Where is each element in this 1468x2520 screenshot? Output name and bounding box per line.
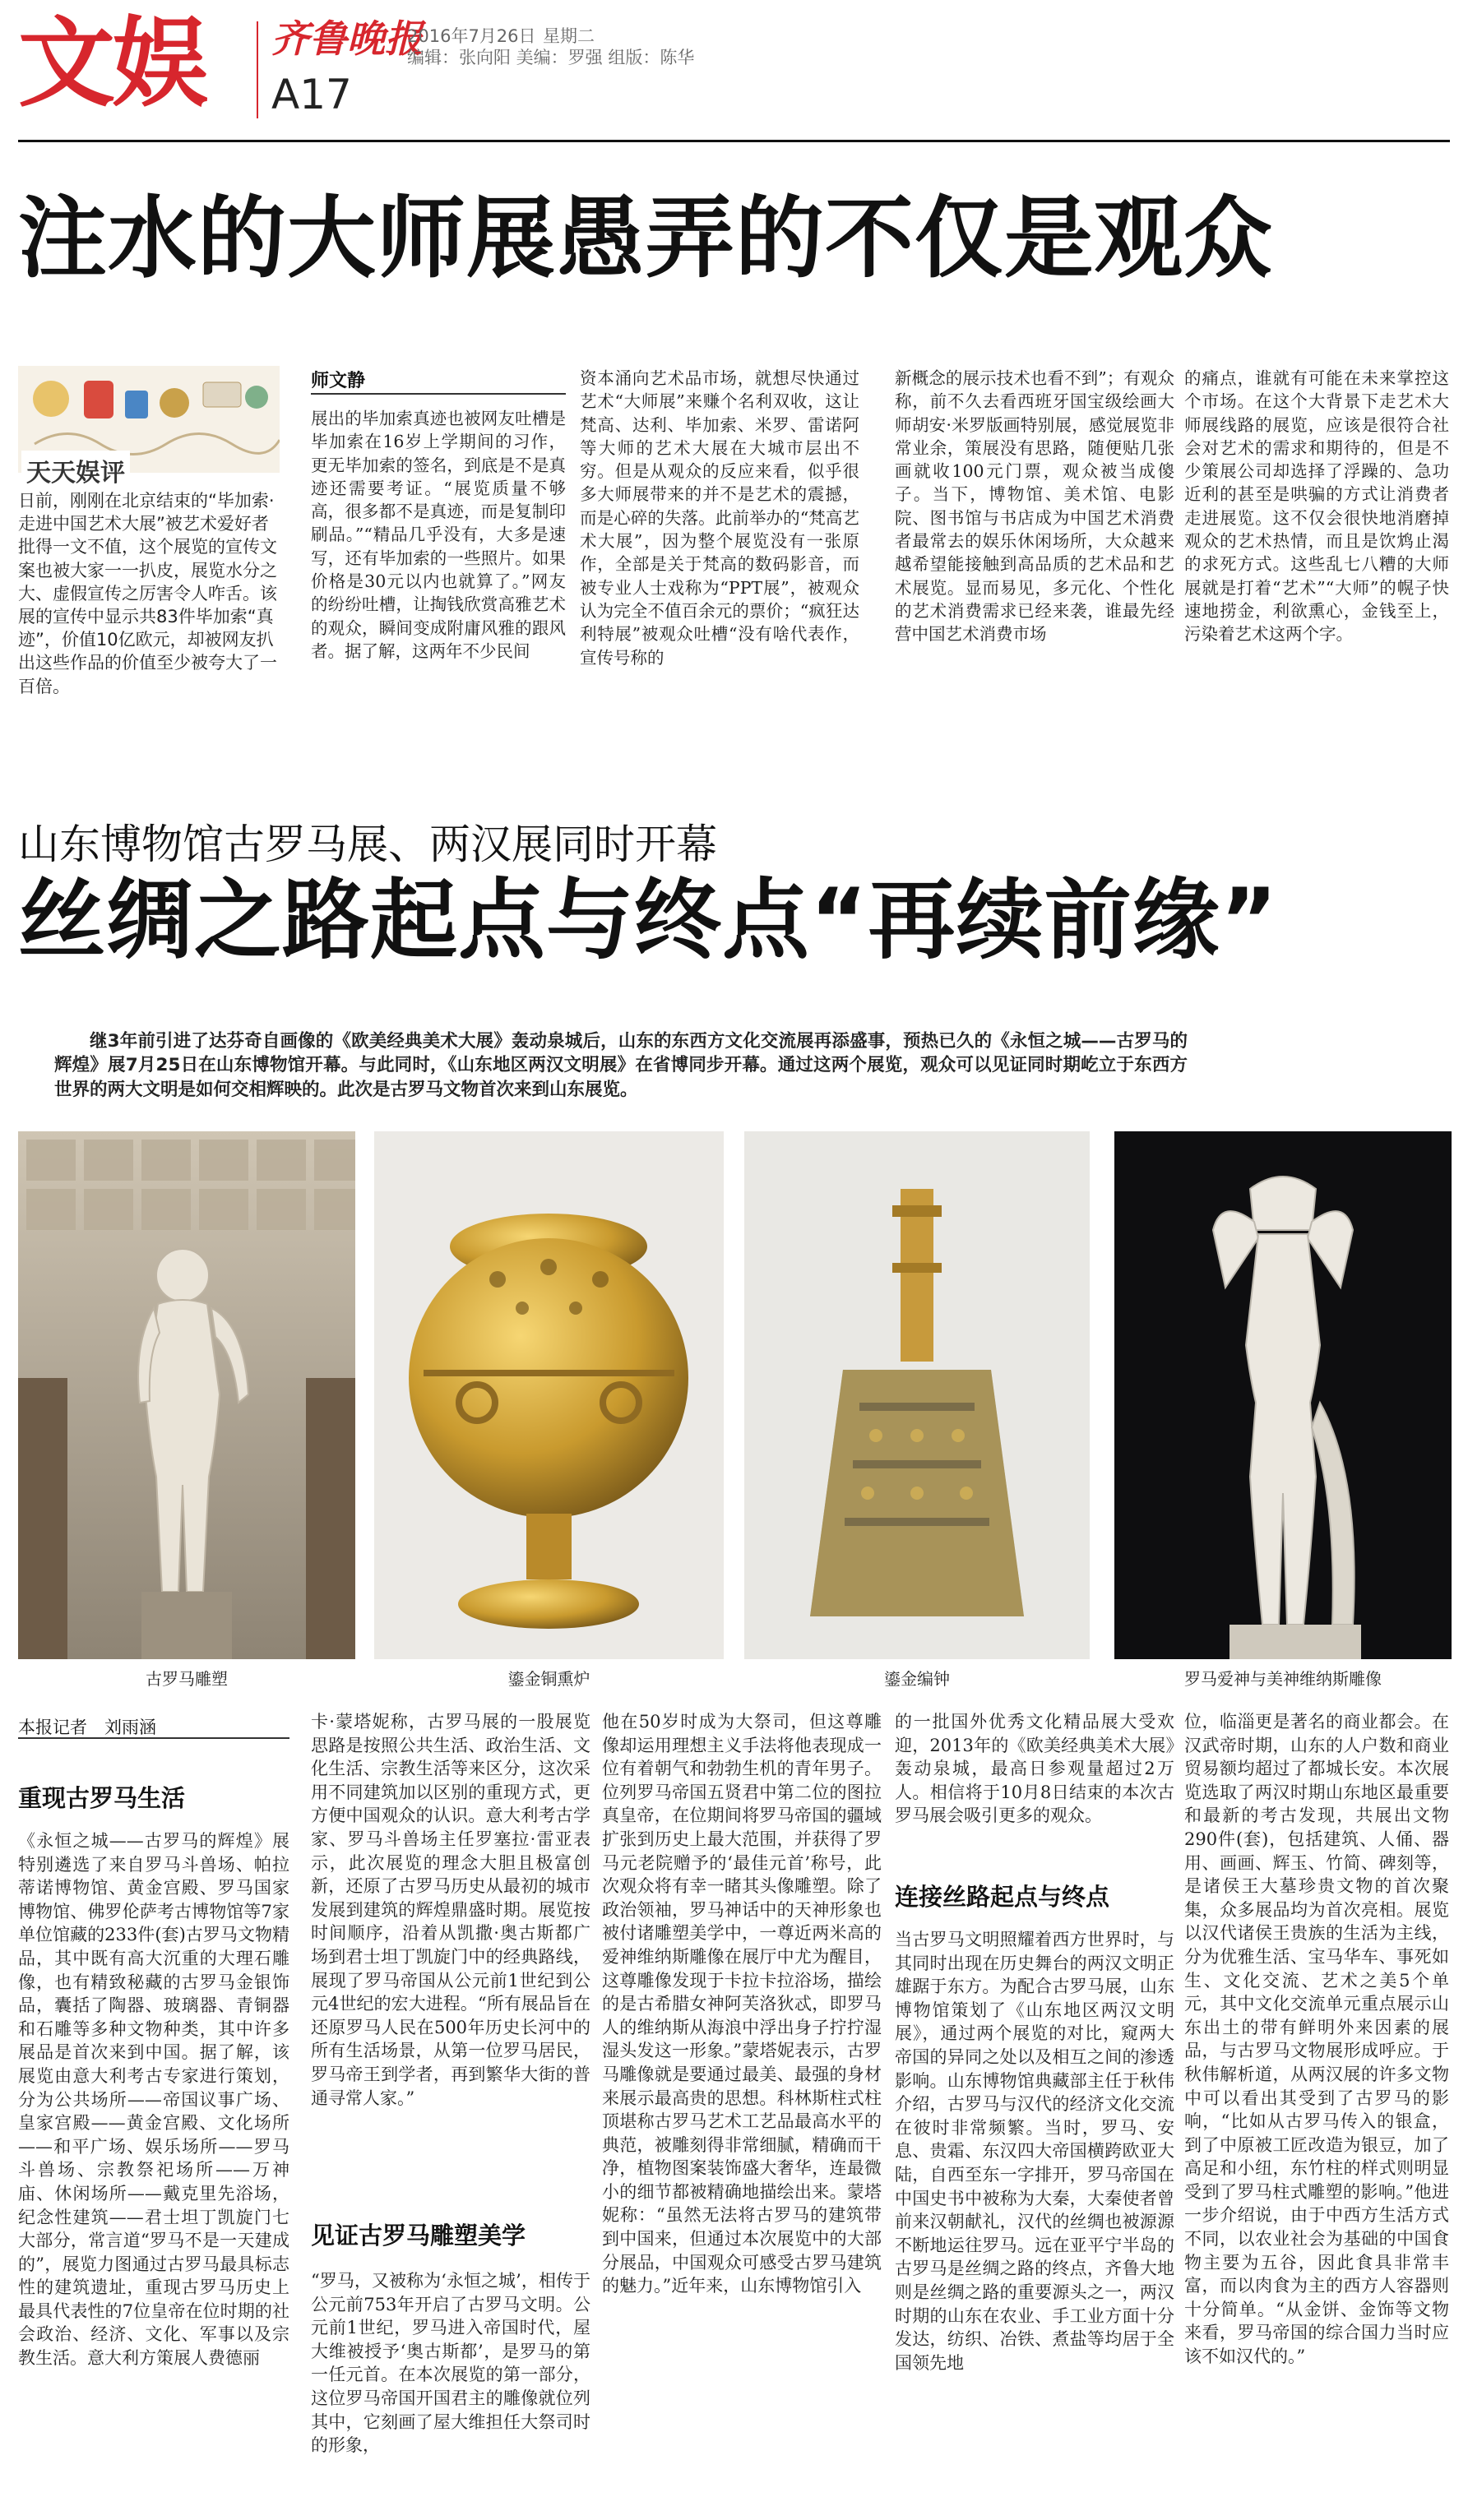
column-author: 师文静 bbox=[311, 371, 366, 391]
column-summary: 日前，刚刚在北京结束的“毕加索·走进中国艺术大展”被艺术爱好者批得一文不值，这个展览的宣传文案也被大家一一扒皮，展览水分之大、虚假宣传之厉害令人咋舌。该展的宣传中显示共83件毕加索“真迹”，价值10亿欧元，却被网友扒出这些作品的价值至少被夸大了一百倍。 bbox=[18, 491, 277, 696]
article-column-3: 他在50岁时成为大祭司，但这尊雕像却运用理想主义手法将他表现成一位有着朝气和勃勃生机的青年男子。位列罗马帝国五贤君中第二位的图拉真皇帝，在位期间将罗马帝国的疆域扩张到历史上最大范围，并获得了罗马元老院赠予的‘最佳元首’称号，此次观众将有幸一睹其头像雕塑。除了政治领袖，罗马神话中的天神形象也被付诸雕塑美学中，一尊近两米高的爱神维纳斯雕像在展厅中尤为醒目，这尊雕像发现于卡拉卡拉浴场，描绘的是古希腊女神阿芙洛狄忒，即罗马人的维纳斯从海浪中浮出身子拧拧湿湿头发这一形象。”蒙塔妮表示，古罗马雕像就是要通过最美、最强的身材来展示最高贵的思想。科林斯柱式柱顶堪称古罗马艺术工艺品最高水平的典范，被雕刻得非常细腻，精确而干净，植物图案装饰盛大奢华，连最微小的细节都被精确地描绘出来。蒙塔妮称：“虽然无法将古罗马的建筑带到中国来，但通过本次展览中的大部分展品，中国观众可感受古罗马建筑的魅力。”近年来，山东博物馆引入 bbox=[602, 1712, 882, 2296]
editor-credits: 编辑：张向阳 美编：罗强 组版：陈华 bbox=[407, 48, 695, 67]
photo-caption: 罗马爱神与美神维纳斯雕像 bbox=[1184, 1669, 1382, 1689]
photo-gilt-chime-bell bbox=[744, 1131, 1090, 1659]
section-subhead: 重现古罗马生活 bbox=[18, 1784, 186, 1812]
column-body-1: 展出的毕加索真迹也被网友吐槽是毕加索在16岁上学期间的习作，更无毕加索的签名，到底是不是真迹还需要考证。“展览质量不够高，很多都不是真迹，而是复制印刷品。”“精品几乎没有，大多是速写，还有毕加索的一些照片。如果价格是30元以内也就算了。”网友的纷纷吐槽，让掏钱欣赏高雅艺术的观众，瞬间变成附庸风雅的跟风者。据了解，这两年不少民间 bbox=[311, 409, 566, 661]
author-underline bbox=[311, 393, 566, 395]
newspaper-name: 齐鲁晚报 bbox=[271, 16, 423, 61]
article-column-2a: 卡·蒙塔妮称，古罗马展的一股展览思路是按照公共生活、政治生活、文化生活、宗教生活等来区分，这次采用不同建筑加以区别的重现方式，更方便中国观众的认识。意大利考古学家、罗马斗兽场主任罗塞拉·雷亚表示，此次展览的理念大胆且极富创新，还原了古罗马历史从最初的城市发展到建筑的辉煌鼎盛时期。展览按时间顺序，沿着从凯撒·奥古斯都广场到君士坦丁凯旋门中的经典路线，展现了罗马帝国从公元前1世纪到公元4世纪的宏大进程。“所有展品旨在还原罗马人民在500年历史长河中的所有生活场景，从第一位罗马居民，罗马帝王到学者，再到繁华大街的普通寻常人家。” bbox=[311, 1712, 590, 2108]
issue-date: 2016年7月26日 bbox=[407, 26, 536, 46]
venus-statue-image-icon bbox=[1114, 1131, 1452, 1659]
masthead-divider bbox=[257, 21, 258, 118]
article-column-5: 位，临淄更是著名的商业都会。在汉武帝时期，山东的人户数和商业贸易额均超过了都城长安。本次展览选取了两汉时期山东地区最重要和最新的考古发现，共展出文物290件(套)，包括建筑、人俑、器用、画画、辉玉、竹简、碑刻等，是诸侯王大墓珍贵文物的首次聚集，众多展品均为首次亮相。展览以汉代诸侯王贵族的生活为主线，分为优雅生活、宝马华车、事死如生、文化交流、艺术之美5个单元，其中文化交流单元重点展示山东出土的带有鲜明外来因素的展品，与古罗马文物展形成呼应。于秋伟解析道，从两汉展的许多文物中可以看出其受到了古罗马的影响，“比如从古罗马传入的银盒，到了中原被工匠改造为银豆，加了高足和小纽，东竹柱的样式则明显受到了罗马柱式雕塑的影响。”他进一步介绍说，由于中西方生活方式不同，以农业社会为基础的中国食物主要为五谷，因此食具非常丰富，而以肉食为主的西方人容器则十分简单。“从金饼、金饰等文物来看，罗马帝国的综合国力当时应该不如汉代的。” bbox=[1184, 1712, 1449, 2367]
section-subhead: 连接丝路起点与终点 bbox=[895, 1883, 1110, 1911]
column-body-2: 资本涌向艺术品市场，就想尽快通过艺术“大师展”来赚个名利双收，这让梵高、达利、毕加索、米罗、雷诺阿等大师的艺术大展在大城市层出不穷。但是从观众的反应来看，似乎很多大师展带来的并不是艺术的震撼，而是心碎的失落。此前举办的“梵高艺术大展”，因为整个展览没有一张原作，全部是关于梵高的数码影音，而被专业人士戏称为“PPT展”，被观众认为完全不值百余元的票价；“疯狂达利特展”被观众吐槽“没有啥代表作，宣传号称的 bbox=[580, 368, 859, 668]
byline: 本报记者 刘雨涵 bbox=[18, 1718, 156, 1737]
bronze-bell-image-icon bbox=[744, 1131, 1090, 1659]
section-name: 文娱 bbox=[18, 6, 206, 120]
issue-weekday: 星期二 bbox=[543, 26, 595, 46]
photo-caption: 鎏金编钟 bbox=[884, 1669, 950, 1689]
article-column-1: 《永恒之城——古罗马的辉煌》展特别遴选了来自罗马斗兽场、帕拉蒂诺博物馆、黄金宫殿、罗马国家博物馆、佛罗伦萨考古博物馆等7家单位馆藏的233件(套)古罗马文物精品，其中既有高大沉重的大理石雕像，也有精致秘藏的古罗马金银饰品，囊括了陶器、玻璃器、青铜器和石雕等多种文物种类，其中许多展品是首次来到中国。据了解，该展览由意大利考古专家进行策划，分为公共场所——帝国议事广场、皇家宫殿——黄金宫殿、文化场所——和平广场、娱乐场所——罗马斗兽场、宗教祭祀场所——万神庙、休闲场所——戴克里先浴场，纪念性建筑——君士坦丁凯旋门七大部分，常言道“罗马不是一天建成的”，展览力图通过古罗马最具标志性的建筑遗址，重现古罗马历史上最具代表性的7位皇帝在位时期的社会政治、经济、文化、军事以及宗教生活。意大利方策展人费德丽 bbox=[18, 1831, 289, 2369]
article-column-4a: 的一批国外优秀文化精品展大受欢迎，2013年的《欧美经典美术大展》轰动泉城，最高日参观量超过2万人。相信将于10月8日结束的本次古罗马展会吸引更多的观众。 bbox=[895, 1712, 1174, 1826]
column-body-4: 的痛点，谁就有可能在未来掌控这个市场。在这个大背景下走艺术大师展线路的展览，应该是很符合社会对艺术的需求和期待的，但是不少策展公司却选择了浮躁的、急功近利的甚至是哄骗的方式让消费者走进展览。这不仅会很快地消磨掉观众的艺术热情，而且是饮鸩止渴的求死方式。这些乱七八糟的大师展就是打着“艺术”“大师”的幌子快速地捞金，利欲熏心，金钱至上，污染着艺术这两个字。 bbox=[1184, 368, 1449, 645]
column-body-3: 新概念的展示技术也看不到”；有观众称，前不久去看西班牙国宝级绘画大师胡安·米罗版画特别展，感觉展览非常业余，策展没有思路，随便贴几张画就收100元门票，观众被当成傻子。当下，博物馆、美术馆、电影院、图书馆与书店成为中国艺术消费者最常去的娱乐休闲场所，大众越来越希望能接触到高品质的艺术品和艺术展览。显而易见，多元化、个性化的艺术消费需求已经来袭，谁最先经营中国艺术消费市场 bbox=[895, 368, 1174, 645]
page-number: A17 bbox=[271, 71, 352, 118]
lead-paragraph: 继3年前引进了达芬奇自画像的《欧美经典美术大展》轰动泉城后，山东的东西方文化交流展再添盛事，预热已久的《永恒之城——古罗马的辉煌》展7月25日在山东博物馆开幕。与此同时，《山东地区两汉文明展》在省博同步开幕。通过这两个展览，观众可以见证同时期屹立于东西方世界的两大文明是如何交相辉映的。此次是古罗马文物首次来到山东展览。 bbox=[54, 1031, 1188, 1100]
headline-2: 丝绸之路起点与终点“再续前缘” bbox=[18, 870, 1279, 971]
subheadline-2: 山东博物馆古罗马展、两汉展同时开幕 bbox=[18, 821, 717, 868]
byline-rule bbox=[18, 1737, 289, 1739]
photo-roman-sculpture bbox=[18, 1131, 355, 1659]
photo-venus-statue bbox=[1114, 1131, 1452, 1659]
article-column-2b: “罗马，又被称为‘永恒之城’，相传于公元前753年开启了古罗马文明。公元前1世纪，罗马进入帝国时代，屋大维被授予‘奥古斯都’，是罗马的第一任元首。在本次展览的第一部分，这位罗马帝国开国君主的雕像就位列其中，它刻画了屋大维担任大祭司时的形象， bbox=[311, 2271, 590, 2456]
section-subhead: 见证古罗马雕塑美学 bbox=[311, 2222, 526, 2250]
photo-caption: 古罗马雕塑 bbox=[146, 1669, 228, 1689]
statue-image-icon bbox=[18, 1131, 355, 1659]
column-badge-title: 天天娱评 bbox=[21, 451, 130, 490]
photo-gilt-incense-burner bbox=[374, 1131, 724, 1659]
photo-caption: 鎏金铜熏炉 bbox=[507, 1669, 590, 1689]
headline-1: 注水的大师展愚弄的不仅是观众 bbox=[18, 187, 1274, 290]
incense-burner-image-icon bbox=[374, 1131, 724, 1659]
article-column-4b: 当古罗马文明照耀着西方世界时，与其同时出现在历史舞台的两汉文明正雄踞于东方。为配合古罗马展，山东博物馆策划了《山东地区两汉文明展》，通过两个展览的对比，窥两大帝国的异同之处以及相互之间的渗透影响。山东博物馆典藏部主任于秋伟介绍，古罗马与汉代的经济文化交流在彼时非常频繁。当时，罗马、安息、贵霜、东汉四大帝国横跨欧亚大陆，自西至东一字排开，罗马帝国在中国史书中被称为大秦，大秦使者曾前来汉朝献礼，汉代的丝绸也被源源不断地运往罗马。远在亚平宁半岛的古罗马是丝绸之路的终点，齐鲁大地则是丝绸之路的重要源头之一，两汉时期的山东在农业、手工业方面十分发达，纺织、冶铁、煮盐等均居于全国领先地 bbox=[895, 1930, 1174, 2373]
masthead-rule bbox=[18, 140, 1450, 142]
